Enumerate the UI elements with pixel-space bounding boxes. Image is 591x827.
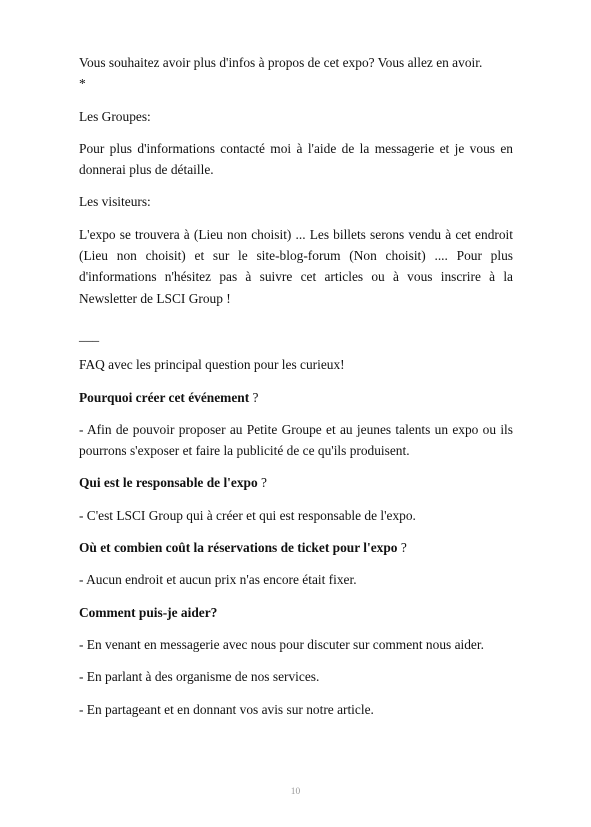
faq-question-2 bbox=[79, 472, 513, 493]
faq-question-4 bbox=[79, 602, 513, 623]
faq-question-2-suffix: ? bbox=[257, 475, 267, 491]
visiteurs-paragraph: L'expo se trouvera à (Lieu non choisit) ... Les billets serons vendu à cet endroit (Lieu non choisit) et sur le site-blog-forum (Non choisit) .... Pour plus d'informations n'hésitez pas à suivre cet articles ou à vous inscrire à la Newsletter de LSCI Group ! bbox=[79, 226, 513, 306]
faq-answer-3: - Aucun endroit et aucun prix n'as encore était fixer. bbox=[79, 572, 357, 588]
faq-answer-4a: - En venant en messagerie avec nous pour discuter sur comment nous aider. bbox=[79, 636, 484, 652]
groupes-paragraph: Pour plus d'informations contacté moi à l'aide de la messagerie et je vous en donnerai plus de détaille. bbox=[79, 140, 513, 178]
faq-question-3 bbox=[79, 537, 513, 558]
intro-paragraph: Vous souhaitez avoir plus d'infos à propos de cet expo? Vous allez en avoir. bbox=[79, 55, 483, 70]
faq-question-1-suffix: ? bbox=[249, 389, 259, 405]
faq-answer-4c: - En partageant et en donnant vos avis sur notre article. bbox=[79, 701, 374, 717]
page-number: 10 bbox=[290, 787, 301, 797]
faq-answer-4b: - En parlant à des organisme de nos services. bbox=[79, 669, 320, 685]
faq-question-1 bbox=[79, 387, 513, 408]
faq-answer-2: - C'est LSCI Group qui à créer et qui est responsable de l'expo. bbox=[79, 507, 416, 523]
separator-line: ___ bbox=[79, 327, 100, 343]
intro-asterisk: * bbox=[79, 76, 86, 92]
faq-question-3-text: Où et combien coût la réservations de ticket pour l'expo bbox=[79, 540, 398, 556]
faq-question-1-text: Pourquoi créer cet événement bbox=[79, 389, 250, 405]
groupes-heading: Les Groupes: bbox=[79, 108, 151, 124]
faq-answer-1: - Afin de pouvoir proposer au Petite Groupe et au jeunes talents un expo ou ils pourrons s'exposer et faire la publicité de ce qu'ils produisent. bbox=[79, 421, 513, 459]
visiteurs-heading: Les visiteurs: bbox=[79, 194, 151, 210]
page-content bbox=[79, 52, 513, 731]
faq-question-4-text: Comment puis-je aider? bbox=[79, 604, 218, 620]
faq-question-2-text: Qui est le responsable de l'expo bbox=[79, 475, 258, 491]
faq-question-3-suffix: ? bbox=[397, 540, 407, 556]
faq-intro: FAQ avec les principal question pour les curieux! bbox=[79, 357, 345, 373]
